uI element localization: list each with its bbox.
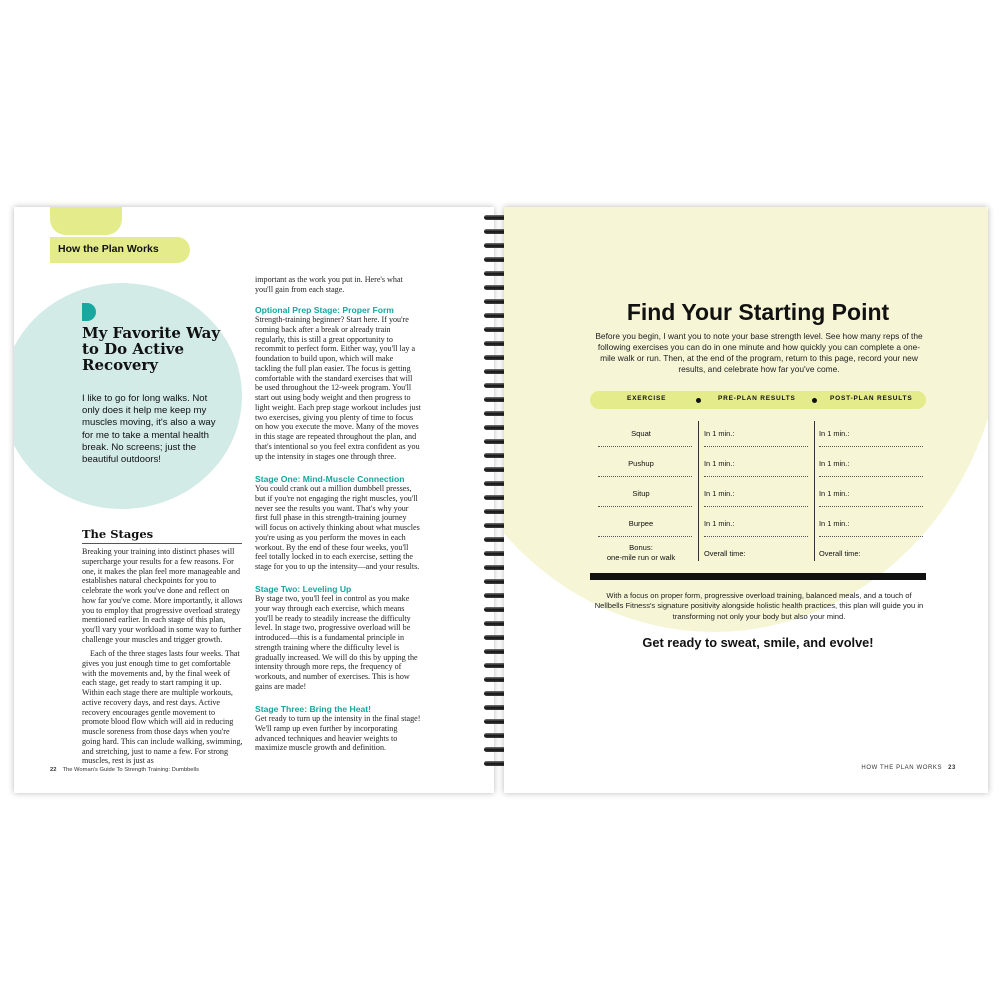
stages-paragraph-1: Breaking your training into distinct phases will supercharge your results for a few reasons. For one, it makes the plan feel more manageable and establishes natural checkpoints for you to celebrate the work you've done and reflect on how far you've come. More importantly, it allows you to employ that progressive overload strategy mentioned earlier. In each stage of this plan, you'll vary your workload in some way to further challenge your muscles and trigger growth.: [82, 547, 243, 644]
right-page: [504, 207, 988, 793]
prep-stage-title: Optional Prep Stage: Proper Form: [255, 305, 394, 315]
pre-plan-field[interactable]: In 1 min.:: [704, 459, 735, 468]
exercise-name: [590, 543, 692, 563]
right-page-number: 23: [948, 765, 956, 771]
table-bottom-bar: [590, 573, 926, 580]
post-plan-field[interactable]: In 1 min.:: [819, 489, 850, 498]
exercise-name: Situp: [632, 489, 650, 498]
left-page: [14, 207, 494, 793]
starting-point-title: Find Your Starting Point: [626, 299, 890, 325]
book-title: The Woman's Guide To Strength Training: Dumbbells: [62, 767, 199, 773]
stage-three-title: Stage Three: Bring the Heat!: [255, 704, 372, 714]
stage-one-body: You could crank out a million dumbbell presses, but if you're not engaging the right muscles, you'll never see the results you want. That's why your first full phase in this strength-training journey will focus on actively thinking about what muscles you're using as you perform the moves in each workout. By the end of these four weeks, you'll feel totally locked in to each exercise, setting the stage for you to up the intensity—and your results.: [255, 484, 420, 571]
right-footer: [861, 765, 956, 771]
post-plan-field[interactable]: In 1 min.:: [819, 429, 850, 438]
post-plan-field[interactable]: In 1 min.:: [819, 519, 850, 528]
call-to-action: Get ready to sweat, smile, and evolve!: [642, 635, 874, 650]
stage-three-body: Get ready to turn up the intensity in the final stage! We'll ramp up even further by incorporating advanced techniques and heavier weights to maximize muscle growth and definition.: [255, 714, 421, 753]
post-plan-field[interactable]: In 1 min.:: [819, 459, 850, 468]
section-tab-label: How the Plan Works: [58, 243, 159, 255]
pre-plan-field[interactable]: In 1 min.:: [704, 519, 735, 528]
left-page-number: 22: [50, 767, 57, 773]
pre-plan-time-field[interactable]: Overall time:: [704, 549, 746, 558]
table-row: [590, 511, 926, 541]
pre-plan-field[interactable]: In 1 min.:: [704, 489, 735, 498]
table-row-bonus: [590, 541, 926, 571]
stages-paragraph-3: important as the work you put in. Here's what you'll gain from each stage.: [255, 275, 403, 294]
recovery-title: My Favorite Way to Do Active Recovery: [82, 324, 221, 374]
stages-title: The Stages: [82, 527, 154, 541]
stage-two-title: Stage Two: Leveling Up: [255, 584, 352, 594]
stages-paragraph-2: Each of the three stages lasts four weeks. That gives you just enough time to get comfortable with the movements and, by the final week of each stage, get ready to start ramping it up. Within each stage there are multiple workouts, active recovery days, and rest days. Active recovery encourages gentle movement to promote blood flow which will aid in reducing muscle soreness from those days when you're going hard. This can include walking, swimming, and stretching, just to name a few. For strong muscles, rest is just as: [82, 649, 243, 766]
left-footer: [50, 767, 199, 773]
table-row: [590, 451, 926, 481]
header-dot-icon: [696, 398, 701, 403]
exercise-name: Squat: [631, 429, 651, 438]
recovery-body: I like to go for long walks. Not only does it help me keep my muscles moving, it's also a way for me to take a mental health break. No screens; just the beautiful outdoors!: [82, 393, 216, 466]
pre-plan-field[interactable]: In 1 min.:: [704, 429, 735, 438]
closing-text: With a focus on proper form, progressive overload training, balanced meals, and a touch of Nellbells Fitness's signature positivity alongside holistic health practices, this plan will guide you in transforming not only your body but also your mind.: [594, 591, 924, 621]
starting-point-intro: Before you begin, I want you to note your base strength level. See how many reps of the following exercises you can do in one minute and how quickly you can complete a one-mile walk or run. Then, at the end of the program, return to this page, record your new results, and celebrate how far you've come.: [595, 331, 923, 374]
table-row: [590, 421, 926, 451]
header-pre-plan: PRE-PLAN RESULTS: [718, 395, 796, 402]
bonus-sub-label: one-mile run or walk: [606, 553, 676, 562]
stages-divider: [82, 543, 242, 544]
header-dot-icon: [812, 398, 817, 403]
results-table-header: [590, 391, 926, 409]
post-plan-time-field[interactable]: Overall time:: [819, 549, 861, 558]
header-exercise: EXERCISE: [627, 395, 667, 402]
prep-stage-body: Strength-training beginner? Start here. If you're coming back after a break or already train regularly, this is still a great opportunity to recommit to perfect form. Either way, you'll lay a foundation to build upon, which will make tackling the full plan easier. The focus is getting comfortable with the standard exercises that will be used throughout the 12-week program. You'll start out using body weight and then progress to light weight. Each prep stage workout includes just two exercises, giving you plenty of time to focus on how you execute the move. Many of the moves in this stage are repeated throughout the plan, and that's intentional so you feel extra confident as you up the intensity in stages one through three.: [255, 315, 421, 461]
bonus-label: Bonus:: [629, 543, 653, 552]
tab-decoration: [50, 207, 122, 235]
exercise-name: Burpee: [628, 519, 654, 528]
header-post-plan: POST-PLAN RESULTS: [830, 395, 913, 402]
stage-two-body: By stage two, you'll feel in control as you make your way through each exercise, which means you'll be ready to steadily increase the difficulty level. In stage two, progressive overload will be introduced—this is a fundamental principle in strength training where the difficulty level is gradually increased. We will do this by upping the intensity through more reps, the frequency of workouts, and number of exercises. This is how gains are made!: [255, 594, 418, 691]
stage-one-title: Stage One: Mind-Muscle Connection: [255, 474, 405, 484]
exercise-name: Pushup: [628, 459, 654, 468]
table-row: [590, 481, 926, 511]
section-footer-label: HOW THE PLAN WORKS: [861, 765, 943, 771]
